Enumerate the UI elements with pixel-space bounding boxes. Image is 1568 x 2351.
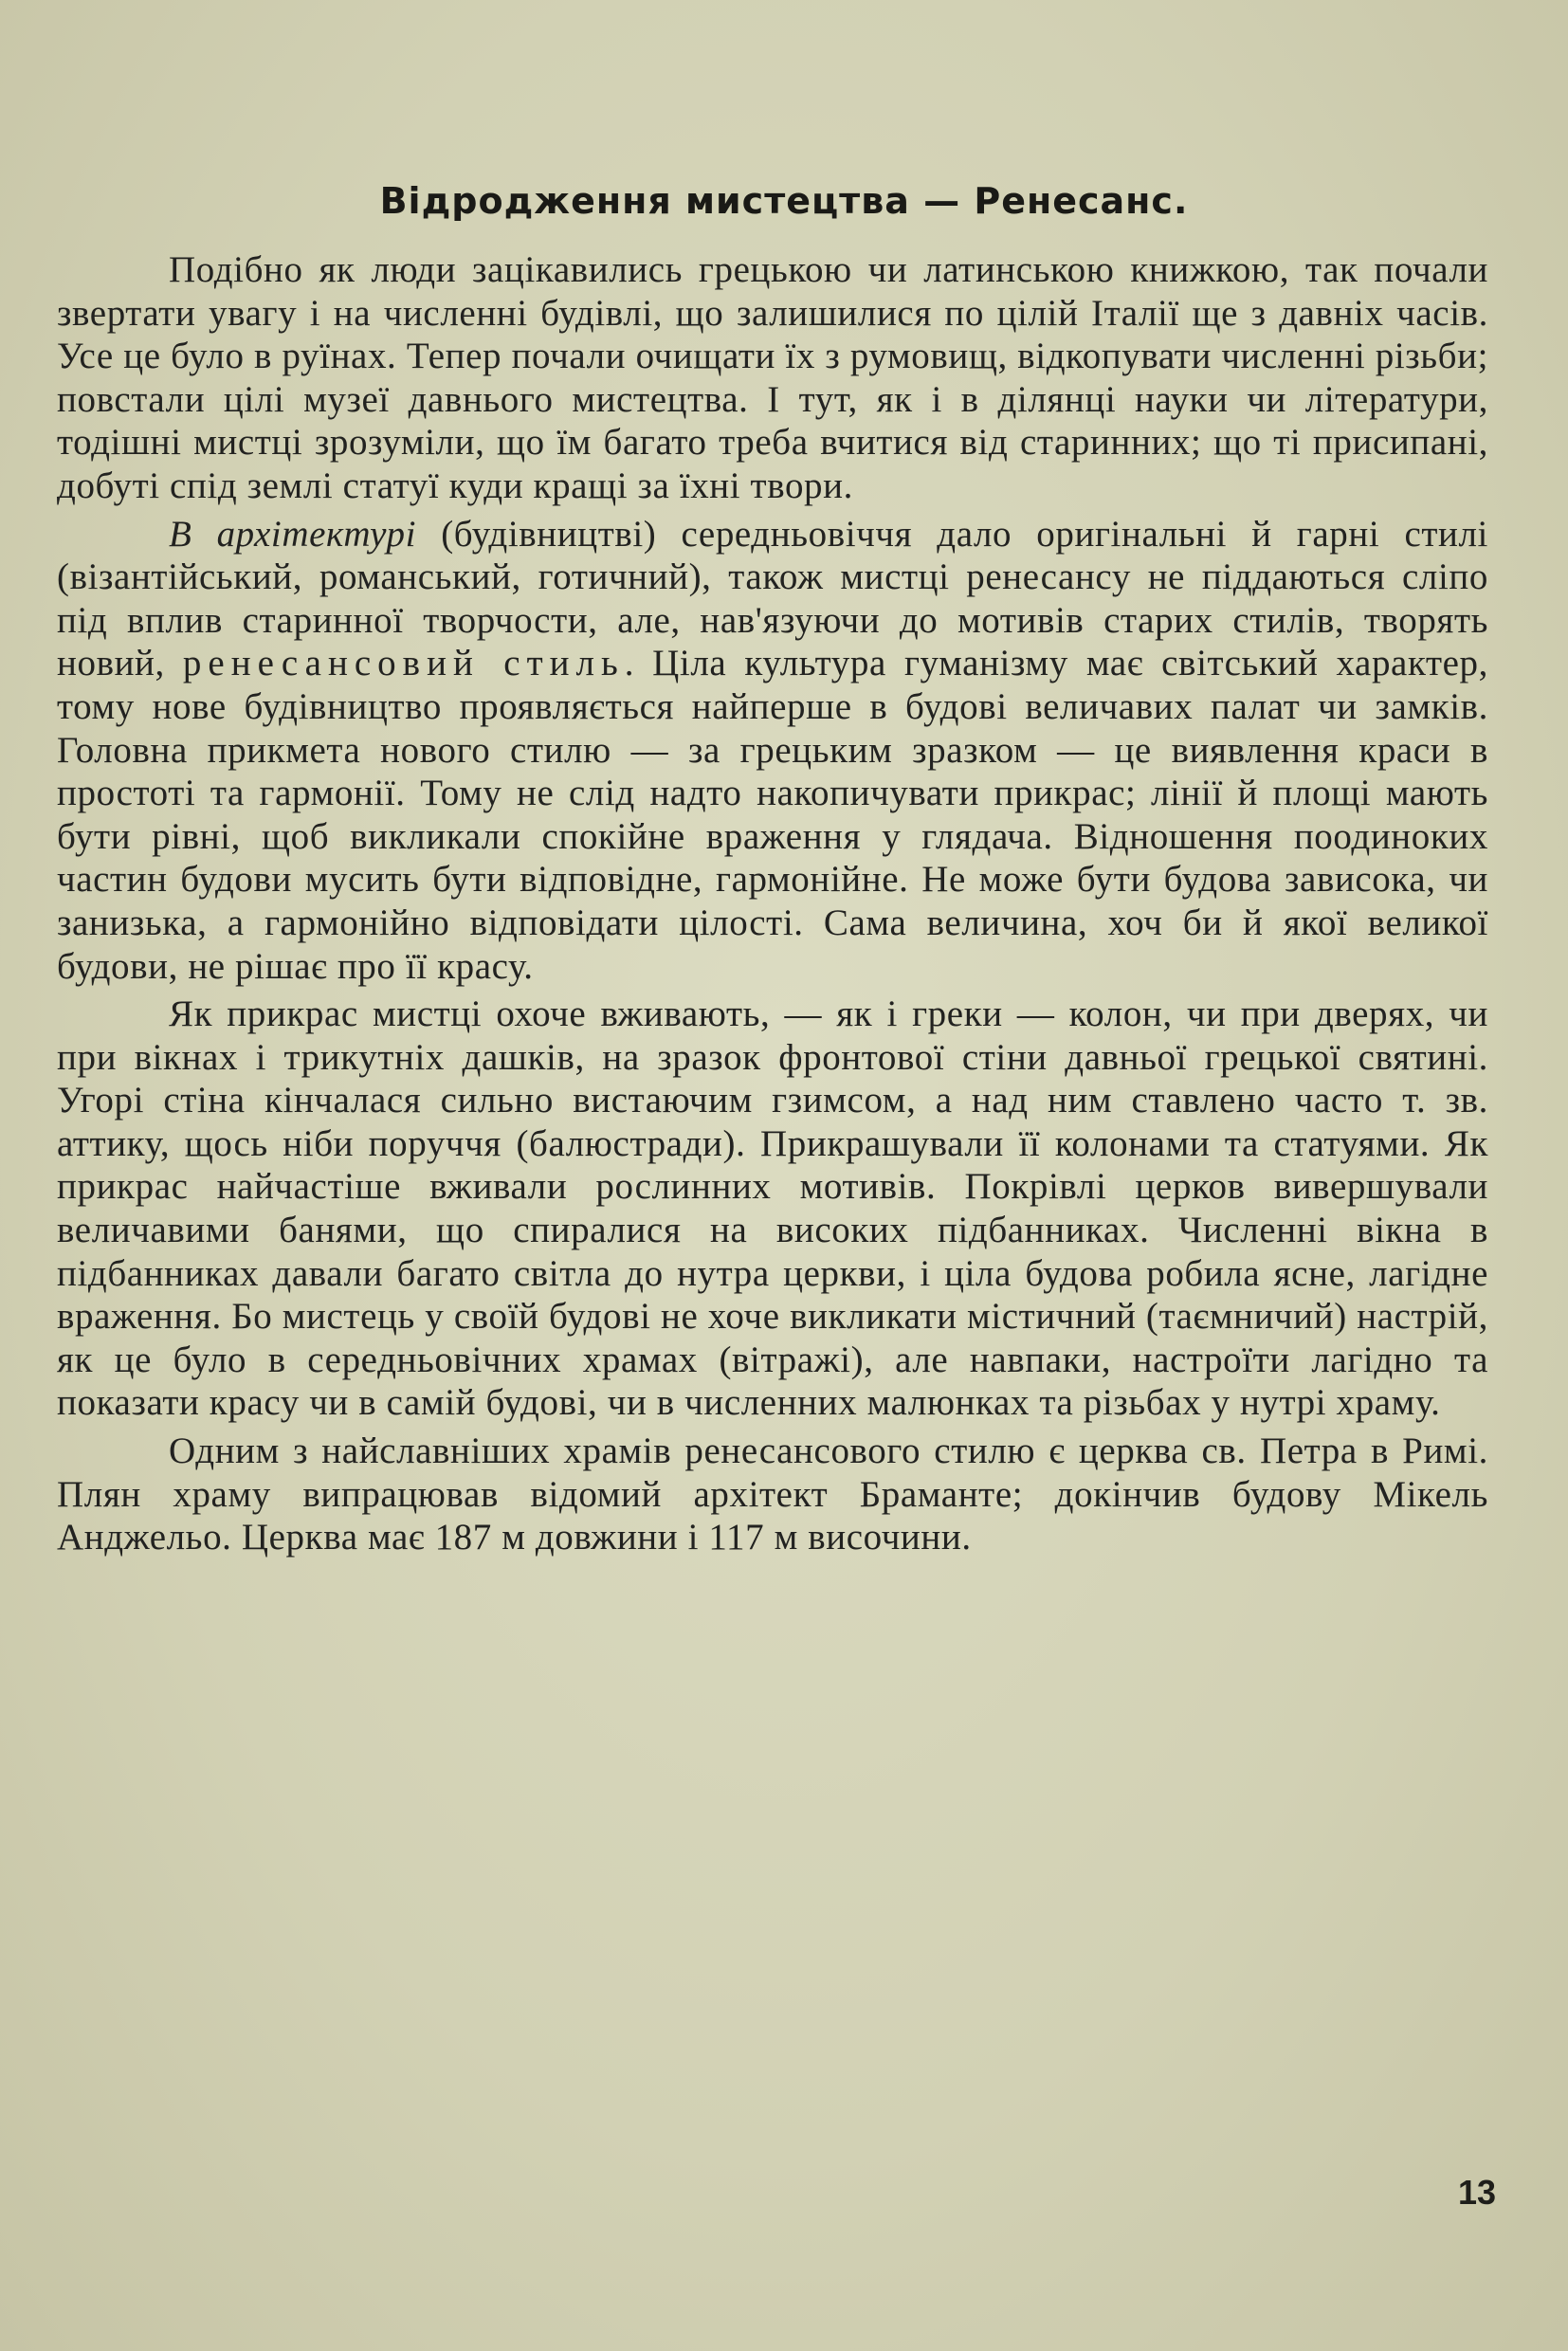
spaced-term: ренесансовий стиль <box>182 643 625 684</box>
section-heading: Відродження мистецтва — Ренесанс. <box>379 180 1189 222</box>
body-text <box>57 248 1488 1559</box>
italic-term: В архітектурі <box>169 513 417 555</box>
paragraph-2-part-b: . Ціла культура гуманізму має світський характер, тому нове будівництво проявляється найперше в будові величавих палат чи замків. Головна прикмета нового стилю — за грецьким зразком — це виявлення краси в простоті та гармонії. Тому не слід надто накопичувати прикрас; лінії й площі мають бути рівні, щоб викликали спокійне враження у глядача. Відношення поодиноких частин будови мусить бути відповідне, гармонійне. Не може бути будова зависока, чи занизька, а гармонійно відповідати цілості. Сама величина, хоч би й якої великої будови, не рішає про її красу. <box>57 643 1488 987</box>
page-number: 13 <box>1457 2173 1496 2212</box>
paragraph-4: Одним з найславніших храмів ренесансового стилю є церква св. Петра в Римі. Плян храму випрацював відомий архітект Браманте; докінчив будову Мікель Анджельо. Церква має 187 м довжини і 117 м височини. <box>57 1431 1488 1558</box>
paragraph-2 <box>57 513 1488 989</box>
paragraph-1: Подібно як люди зацікавились грецькою чи латинською книжкою, так почали звертати увагу і на численні будівлі, що залишилися по цілій Італії ще з давніх часів. Усе це було в руїнах. Тепер почали очищати їх з румовищ, відкопувати численні різьби; повстали цілі музеї давнього мистецтва. І тут, як і в ділянці науки чи літератури, тодішні мистці зрозуміли, що їм багато треба вчитися від старинних; що ті присипані, добуті спід землі статуї куди кращі за їхні твори. <box>57 249 1488 506</box>
paragraph-2-part-a: (будівництві) середньовіччя дало оригінальні й гарні стилі (візантійський, романський, готичний), також мистці ренесансу не піддаються сліпо під вплив старинної творчости, але, нав'язуючи до мотивів старих стилів, творять новий, <box>57 513 1488 684</box>
paragraph-3: Як прикрас мистці охоче вживають, — як і греки — колон, чи при дверях, чи при вікнах і трикутніх дашків, на зразок фронтової стіни давньої грецької святині. Угорі стіна кінчалася сильно вистаючим гзимсом, а над ним ставлено часто т. зв. аттику, щось ніби поруччя (балюстради). Прикрашували її колонами та статуями. Як прикрас найчастіше вживали рослинних мотивів. Покрівлі церков вивершували величавими банями, що спиралися на високих підбанниках. Численні вікна в підбанниках давали багато світла до нутра церкви, і ціла будова робила ясне, лагідне враження. Бо мистець у своїй будові не хоче викликати містичний (таємничий) настрій, як це було в середньовічних храмах (вітражі), але навпаки, настроїти лагідно та показати красу чи в самій будові, чи в численних малюнках та різьбах у нутрі храму. <box>57 993 1488 1424</box>
